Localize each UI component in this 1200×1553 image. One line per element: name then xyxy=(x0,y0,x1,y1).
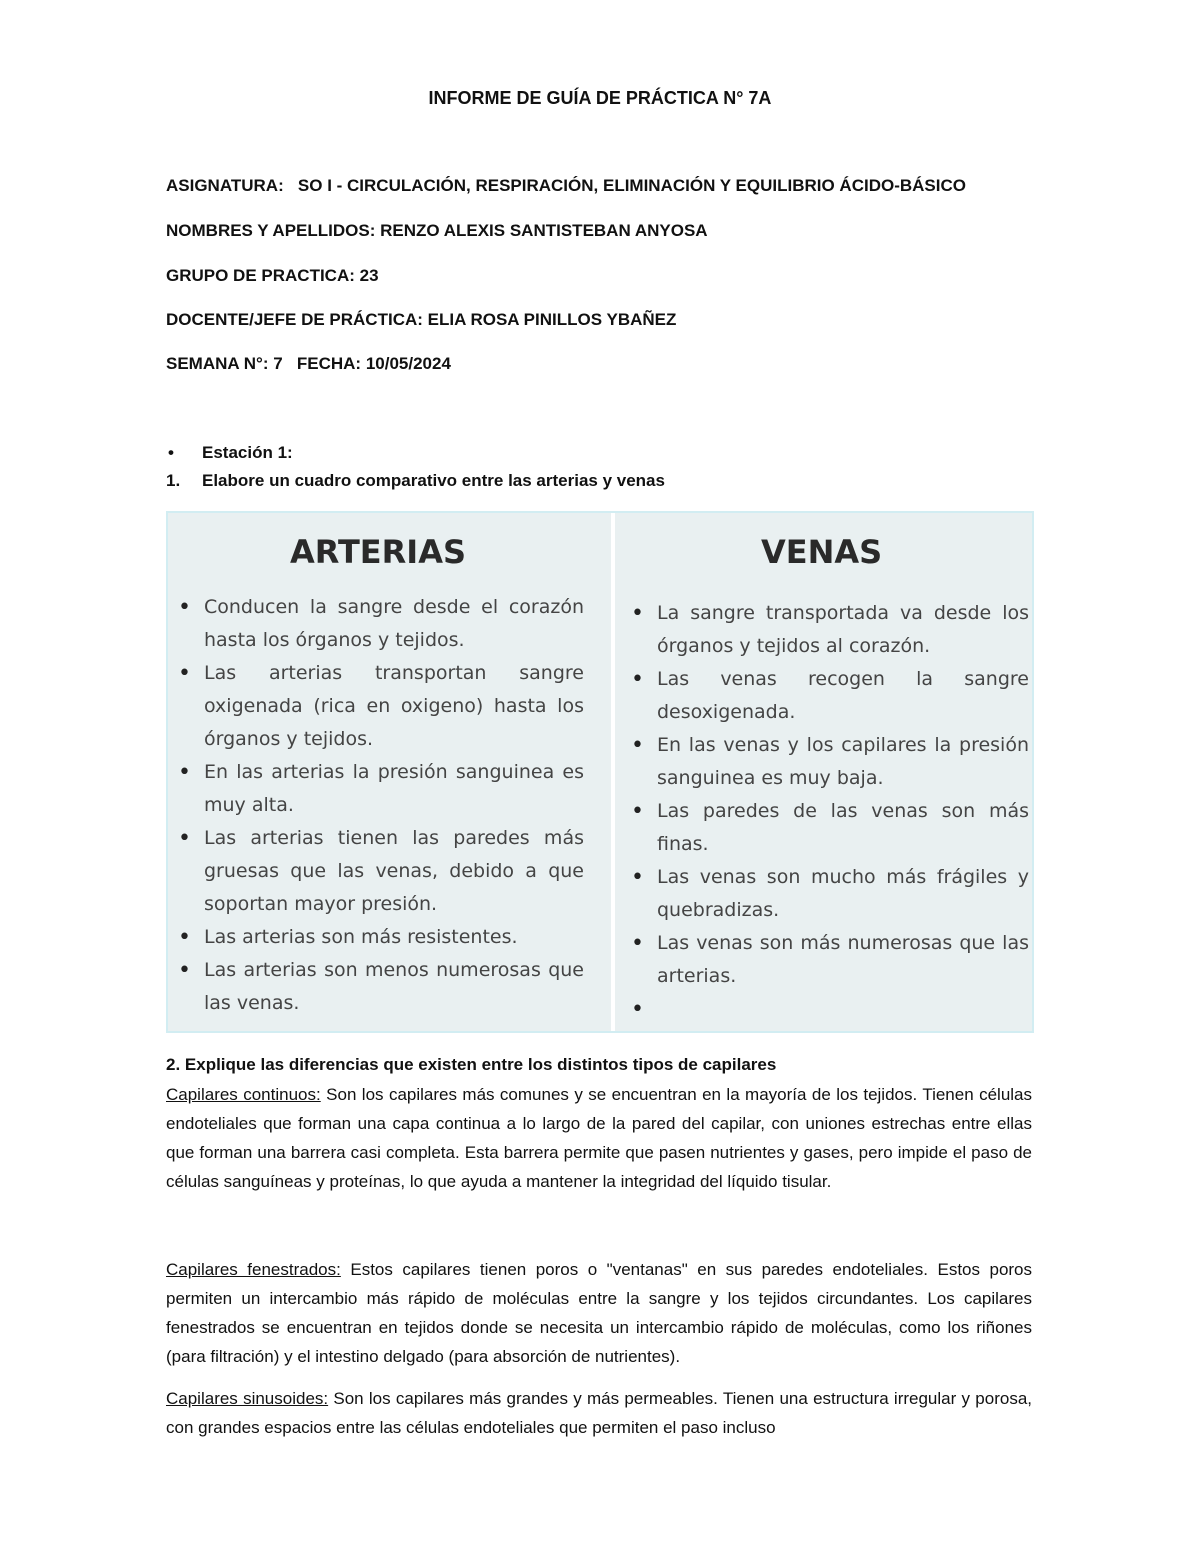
term-sinusoides: Capilares sinusoides: xyxy=(166,1389,329,1408)
section-2-title: 2. Explique las diferencias que existen entre los distintos tipos de capilares xyxy=(166,1055,777,1074)
docente-value: ELIA ROSA PINILLOS YBAÑEZ xyxy=(427,310,677,329)
list-item: • Las arterias son más resistentes. xyxy=(176,921,584,954)
fecha-value: 10/05/2024 xyxy=(365,354,451,373)
venas-heading: VENAS xyxy=(761,533,883,571)
list-item: • En las arterias la presión sanguinea es muy alta. xyxy=(176,756,584,822)
semana-line xyxy=(166,354,451,374)
list-item: • Las arterias tienen las paredes más gruesas que las venas, debido a que soportan mayor presión. xyxy=(176,822,584,921)
venas-column xyxy=(611,513,1038,1031)
asignatura-value: SO I - CIRCULACIÓN, RESPIRACIÓN, ELIMINACIÓN Y EQUILIBRIO ÁCIDO-BÁSICO xyxy=(297,176,966,195)
list-item: • Las venas recogen la sangre desoxigenada. xyxy=(629,663,1029,729)
list-item: • La sangre transportada va desde los órganos y tejidos al corazón. xyxy=(629,597,1029,663)
comparison-table xyxy=(166,511,1034,1033)
arterias-column xyxy=(168,513,608,1031)
term-fenestrados: Capilares fenestrados: xyxy=(166,1260,341,1279)
text-continuos: Son los capilares más comunes y se encuentran en la mayoría de los tejidos. Tienen células endoteliales que forman una capa continua a lo largo de la pared del capilar, con uniones estrechas entre ellas que forman una barrera casi completa. Esta barrera permite que pasen nutrientes y gases, pero impide el paso de células sanguíneas y proteínas, lo que ayuda a mantener la integridad del líquido tisular. xyxy=(166,1085,1033,1191)
grupo-line xyxy=(166,266,379,286)
nombres-label: NOMBRES Y APELLIDOS: xyxy=(166,221,376,240)
grupo-label: GRUPO DE PRACTICA: xyxy=(166,266,355,285)
nombres-value: RENZO ALEXIS SANTISTEBAN ANYOSA xyxy=(380,221,708,240)
list-item: • Las venas son mucho más frágiles y quebradizas. xyxy=(629,861,1029,927)
list-item: • Las paredes de las venas son más finas. xyxy=(629,795,1029,861)
paragraph-sinusoides xyxy=(166,1384,1032,1442)
paragraph-fenestrados xyxy=(166,1255,1032,1371)
bullet-icon: • xyxy=(168,443,174,462)
nombres-line xyxy=(166,221,708,241)
semana-label: SEMANA N°: xyxy=(166,354,269,373)
grupo-value: 23 xyxy=(359,266,379,285)
list-item: • Las venas son más numerosas que las arterias. xyxy=(629,927,1029,993)
list-item: • En las venas y los capilares la presión sanguinea es muy baja. xyxy=(629,729,1029,795)
list-item: • Las arterias son menos numerosas que las venas. xyxy=(176,954,584,1020)
question-1-text: Elabore un cuadro comparativo entre las arterias y venas xyxy=(202,471,665,490)
asignatura-label: ASIGNATURA: xyxy=(166,176,284,195)
text-fenestrados: Estos capilares tienen poros o "ventanas" en sus paredes endoteliales. Estos poros permiten un intercambio más rápido de moléculas entre la sangre y los tejidos circundantes. Los capilares fenestrados se encuentran en tejidos donde se necesita un intercambio rápido de moléculas, como los riñones (para filtración) y el intestino delgado (para absorción de nutrientes). xyxy=(166,1260,1033,1366)
list-item: • Las arterias transportan sangre oxigenada (rica en oxigeno) hasta los órganos y tejidos. xyxy=(176,657,584,756)
paragraph-continuos xyxy=(166,1080,1032,1196)
fecha-label: FECHA: xyxy=(296,354,362,373)
question-1-line xyxy=(166,471,665,491)
semana-value: 7 xyxy=(273,354,283,373)
docente-line xyxy=(166,310,676,330)
docente-label: DOCENTE/JEFE DE PRÁCTICA: xyxy=(166,310,423,329)
station-line xyxy=(168,443,293,463)
page-title: INFORME DE GUÍA DE PRÁCTICA N° 7A xyxy=(428,88,772,108)
asignatura-line xyxy=(166,176,966,196)
text-sinusoides: Son los capilares más grandes y más permeables. Tienen una estructura irregular y porosa, con grandes espacios entre las células endoteliales que permiten el paso incluso xyxy=(166,1389,1032,1437)
station-label: Estación 1: xyxy=(202,443,293,462)
arterias-heading: ARTERIAS xyxy=(290,533,467,571)
list-item: • Conducen la sangre desde el corazón hasta los órganos y tejidos. xyxy=(176,591,584,657)
term-continuos: Capilares continuos: xyxy=(166,1085,321,1104)
question-number: 1. xyxy=(166,471,181,490)
arterias-list xyxy=(176,591,584,1020)
venas-list xyxy=(629,597,1029,993)
